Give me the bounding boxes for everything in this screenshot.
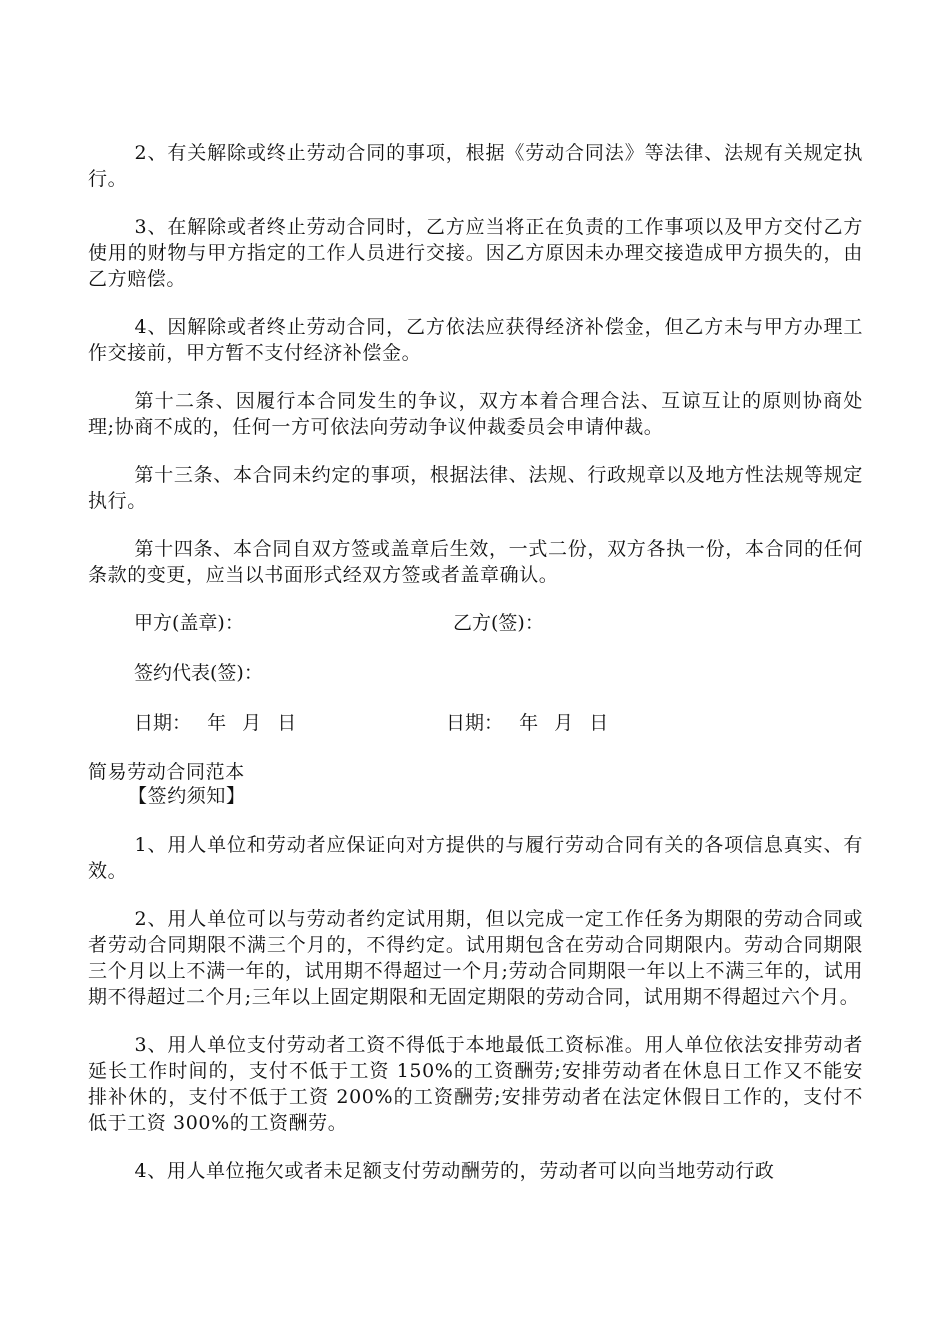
- signature-parties-row: [88, 610, 863, 636]
- paragraph: 2、有关解除或终止劳动合同的事项，根据《劳动合同法》等法律、法规有关规定执行。: [88, 142, 863, 190]
- signature-date-row: [88, 710, 863, 736]
- party-a-label: 甲方(盖章)：: [134, 612, 244, 634]
- paragraph: 1、用人单位和劳动者应保证向对方提供的与履行劳动合同有关的各项信息真实、有效。: [88, 834, 863, 882]
- date-month: 月: [554, 712, 574, 734]
- paragraph: 4、用人单位拖欠或者未足额支付劳动酬劳的，劳动者可以向当地劳动行政: [134, 1160, 775, 1182]
- paragraph: 第十三条、本合同未约定的事项，根据法律、法规、行政规章以及地方性法规等规定执行。: [88, 464, 863, 512]
- date-day: 日: [589, 712, 609, 734]
- signature-representative-row: [88, 660, 863, 686]
- party-b-label: 乙方(签)：: [453, 612, 544, 634]
- paragraph: 2、用人单位可以与劳动者约定试用期，但以完成一定工作任务为期限的劳动合同或者劳动合同期限不满三个月的，不得约定。试用期包含在劳动合同期限内。劳动合同期限三个月以上不满一年的，试用期不得超过一个月;劳动合同期限一年以上不满三年的，试用期不得超过二个月;三年以上固定期限和无固定期限的劳动合同，试用期不得超过六个月。: [88, 908, 863, 1008]
- date-year: 年: [519, 712, 539, 734]
- paragraph: 第十二条、因履行本合同发生的争议，双方本着合理合法、互谅互让的原则协商处理;协商不成的，任何一方可依法向劳动争议仲裁委员会申请仲裁。: [88, 390, 863, 438]
- representative-label: 签约代表(签)：: [134, 662, 263, 684]
- paragraph: 第十四条、本合同自双方签或盖章后生效，一式二份，双方各执一份，本合同的任何条款的变更，应当以书面形式经双方签或者盖章确认。: [88, 538, 863, 586]
- document-page: [88, 140, 863, 1206]
- section-subtitle: 【签约须知】: [128, 785, 246, 807]
- date-label: 日期：: [134, 712, 192, 734]
- date-right: [446, 710, 608, 736]
- date-label: 日期：: [446, 712, 504, 734]
- date-month: 月: [242, 712, 262, 734]
- date-year: 年: [207, 712, 227, 734]
- paragraph: 3、在解除或者终止劳动合同时，乙方应当将正在负责的工作事项以及甲方交付乙方使用的财物与甲方指定的工作人员进行交接。因乙方原因未办理交接造成甲方损失的，由乙方赔偿。: [88, 216, 863, 290]
- paragraph: 3、用人单位支付劳动者工资不得低于本地最低工资标准。用人单位依法安排劳动者延长工作时间的，支付不低于工资 150%的工资酬劳;安排劳动者在休息日工作又不能安排补休的，支付不低于工资 200%的工资酬劳;安排劳动者在法定休假日工作的，支付不低于工资 300%的工资酬劳。: [88, 1034, 863, 1134]
- date-day: 日: [277, 712, 297, 734]
- date-left: [134, 710, 296, 736]
- section-title: 简易劳动合同范本: [88, 761, 245, 783]
- paragraph: 4、因解除或者终止劳动合同，乙方依法应获得经济补偿金，但乙方未与甲方办理工作交接前，甲方暂不支付经济补偿金。: [88, 316, 863, 364]
